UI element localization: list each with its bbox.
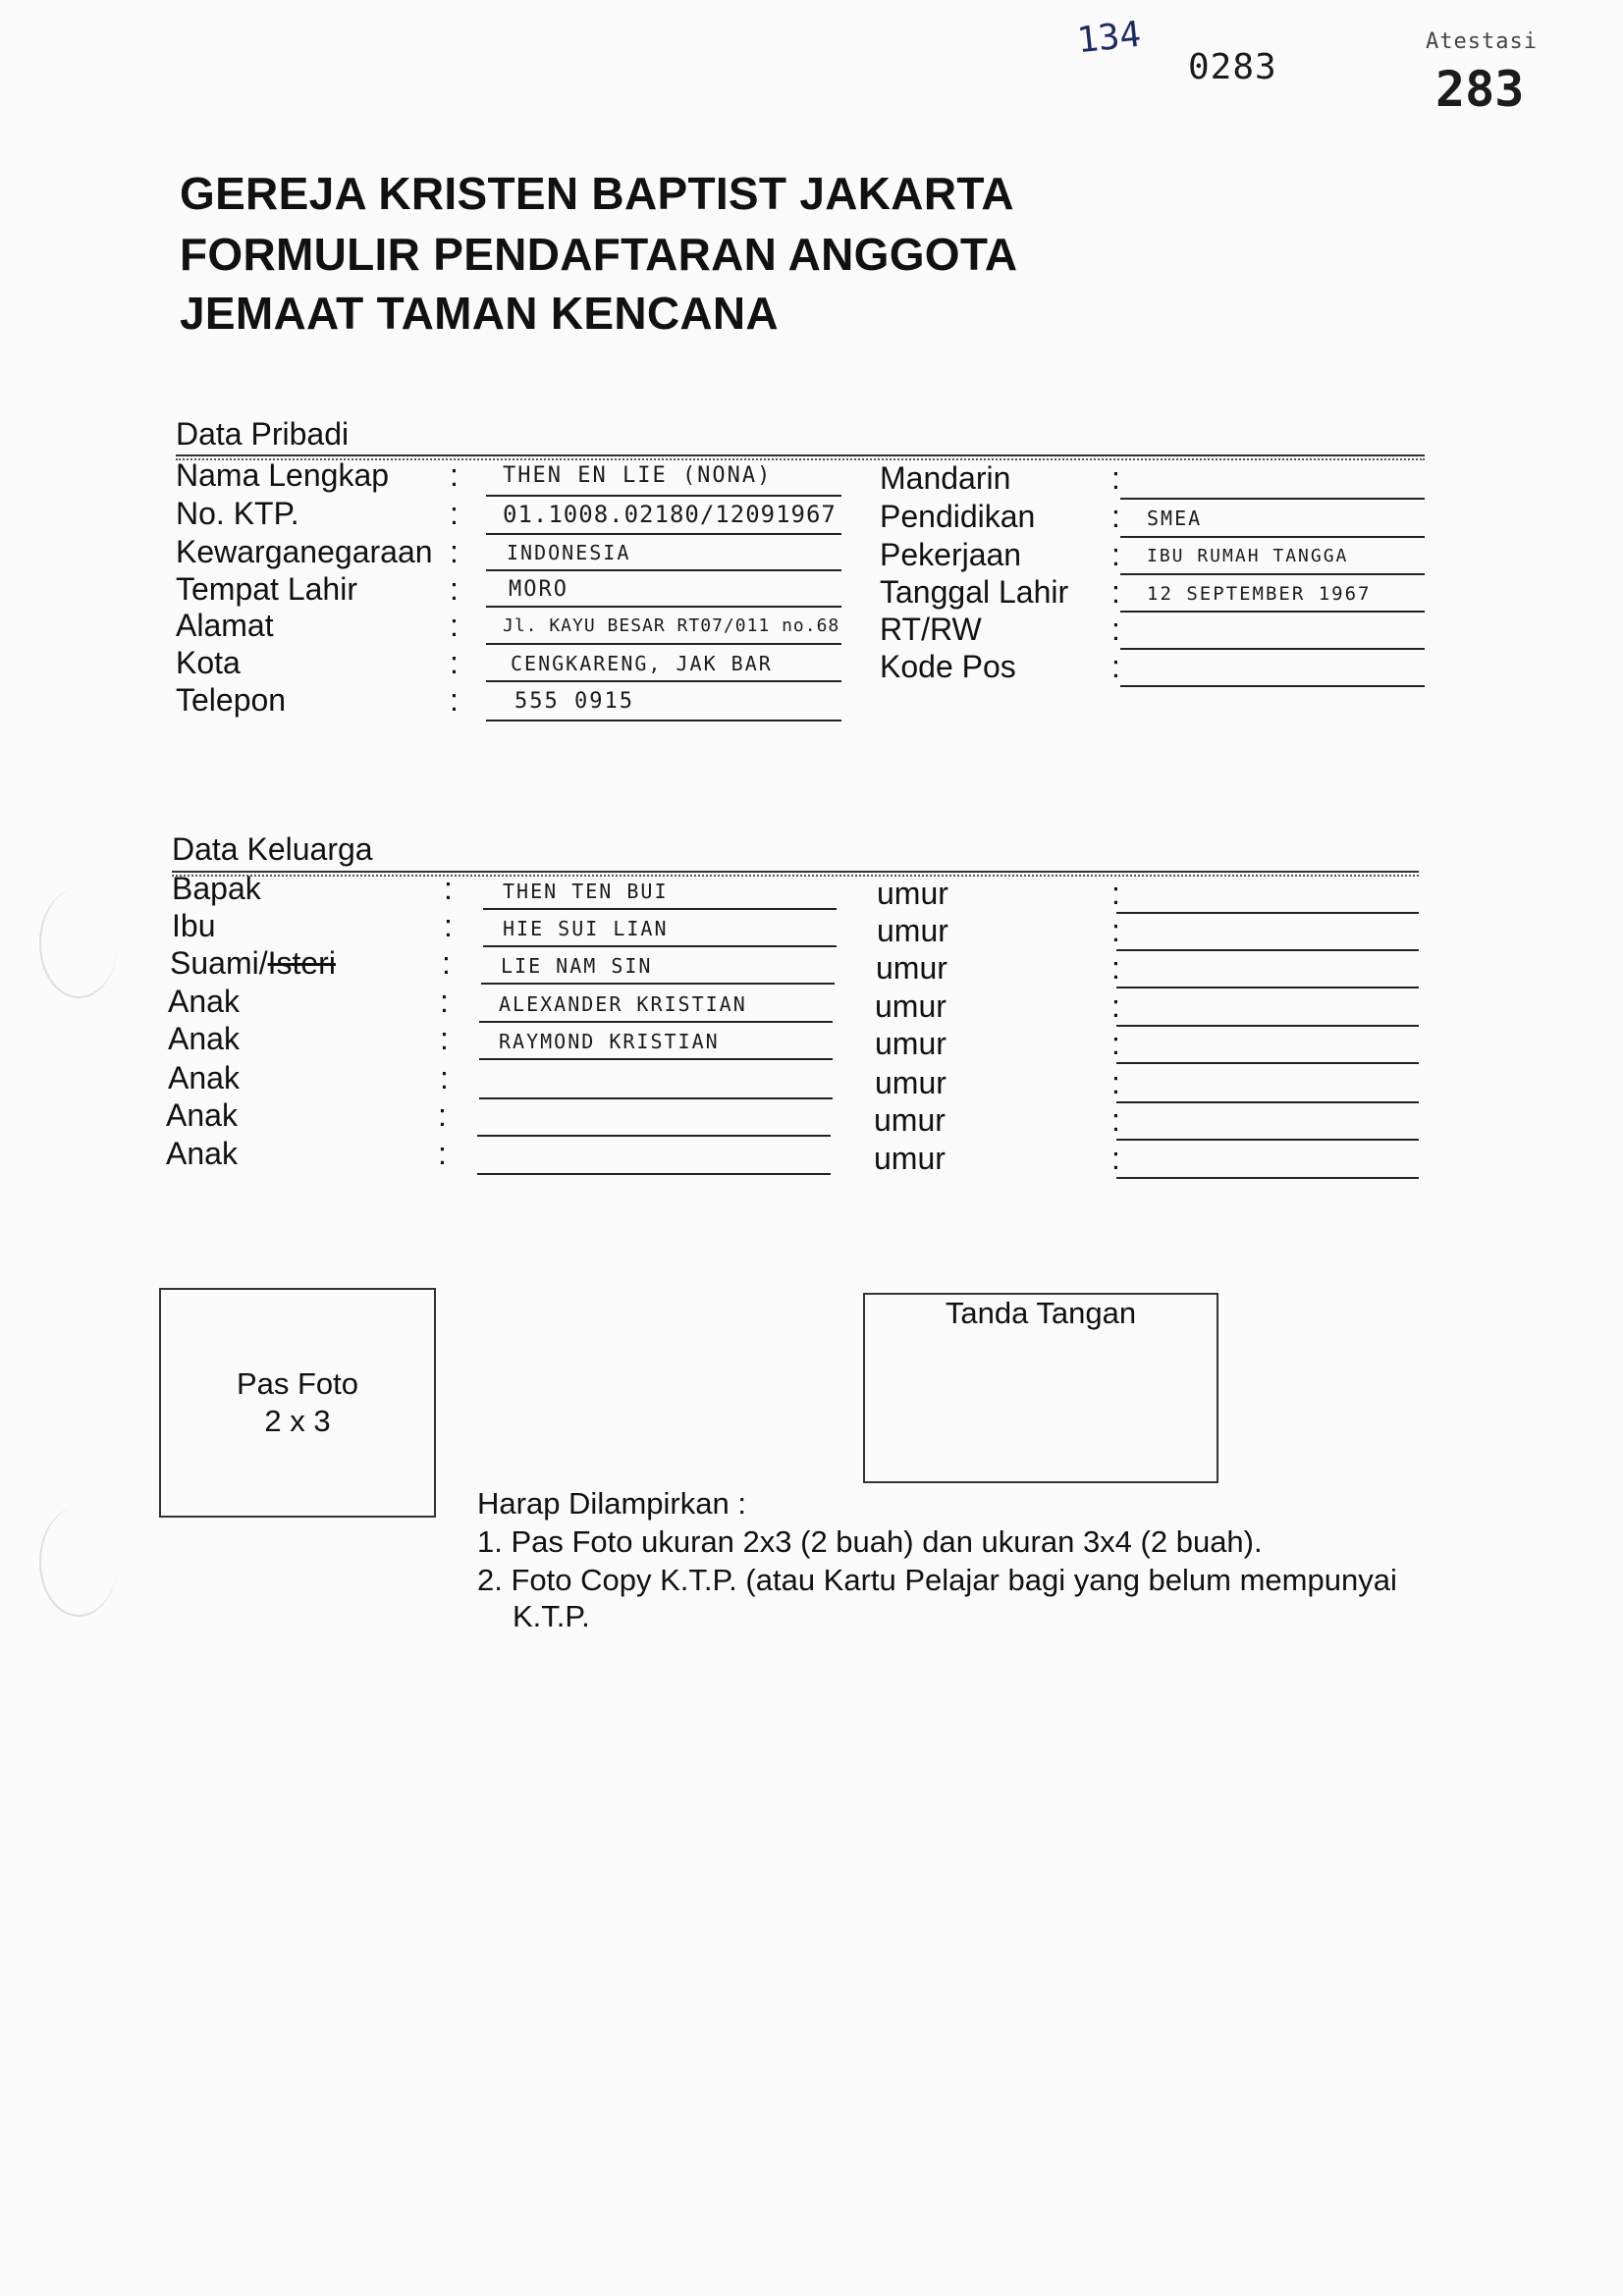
- value-birthplace[interactable]: MORO: [509, 577, 568, 602]
- signature-box-label: Tanda Tangan: [945, 1296, 1137, 1330]
- family-age-line: [1116, 1177, 1419, 1179]
- colon: :: [450, 608, 459, 643]
- label-ktp: No. KTP.: [176, 496, 299, 531]
- family-label-7: [166, 1136, 238, 1172]
- colon: :: [438, 1097, 447, 1133]
- value-birthdate[interactable]: 12 SEPTEMBER 1967: [1147, 583, 1372, 605]
- value-education[interactable]: SMEA: [1147, 507, 1203, 530]
- family-field-line: [477, 1135, 831, 1137]
- family-label-text: Anak: [168, 1021, 240, 1056]
- colon: :: [440, 1021, 449, 1056]
- family-age-line: [1116, 1062, 1419, 1064]
- value-occupation[interactable]: IBU RUMAH TANGGA: [1147, 546, 1349, 566]
- label-address: Alamat: [176, 608, 274, 643]
- colon: :: [1111, 574, 1120, 610]
- family-age-label: umur: [875, 988, 947, 1024]
- family-field-line: [479, 1097, 833, 1099]
- colon: :: [1111, 876, 1120, 911]
- attachments-item-2: 2. Foto Copy K.T.P. (atau Kartu Pelajar bagi yang belum mempunyai: [477, 1563, 1397, 1597]
- colon: :: [1111, 537, 1120, 572]
- colon: :: [1111, 1026, 1120, 1061]
- field-line-address: [486, 643, 841, 645]
- family-age-label: umur: [875, 1026, 947, 1061]
- family-label-text: Bapak: [172, 871, 261, 906]
- field-line-phone: [486, 720, 841, 721]
- photo-box-size: 2 x 3: [264, 1404, 331, 1438]
- family-age-line: [1116, 1101, 1419, 1103]
- family-value-4[interactable]: RAYMOND KRISTIAN: [499, 1030, 720, 1053]
- colon: :: [1111, 460, 1120, 496]
- label-postal-code: Kode Pos: [880, 649, 1016, 684]
- punch-hole-mark: [39, 1507, 118, 1617]
- signature-box[interactable]: [863, 1293, 1218, 1483]
- label-full-name: Nama Lengkap: [176, 457, 390, 493]
- colon: :: [1111, 913, 1120, 948]
- colon: :: [442, 945, 451, 981]
- page-number-b: 0283: [1188, 47, 1277, 87]
- field-line-birthdate: [1120, 611, 1425, 613]
- value-city[interactable]: CENGKARENG, JAK BAR: [511, 652, 773, 675]
- colon: :: [1111, 988, 1120, 1024]
- label-mandarin: Mandarin: [880, 460, 1011, 496]
- family-label-0: [172, 871, 261, 907]
- form-title-line3: JEMAAT TAMAN KENCANA: [180, 288, 779, 339]
- field-line-postal-code: [1120, 685, 1425, 687]
- family-label-text: Anak: [168, 984, 240, 1019]
- page-number-a: 134: [1075, 14, 1143, 62]
- family-field-line: [483, 908, 837, 910]
- family-label-4: [168, 1021, 240, 1057]
- family-label-text: Anak: [166, 1136, 238, 1171]
- family-label-1: [172, 908, 215, 944]
- section-title-family: Data Keluarga: [172, 831, 373, 867]
- family-field-line: [477, 1173, 831, 1175]
- attachments-item-2-cont: K.T.P.: [513, 1599, 590, 1633]
- photo-box: [159, 1288, 436, 1518]
- colon: :: [440, 984, 449, 1019]
- photo-box-label: Pas Foto: [236, 1366, 359, 1401]
- family-age-label: umur: [877, 876, 948, 911]
- attachments-item-1: 1. Pas Foto ukuran 2x3 (2 buah) dan ukuran 3x4 (2 buah).: [477, 1524, 1263, 1559]
- family-age-line: [1116, 1139, 1419, 1141]
- value-citizenship[interactable]: INDONESIA: [507, 541, 631, 564]
- section-rule-family: [172, 871, 1419, 877]
- punch-hole-mark: [39, 888, 118, 998]
- value-address[interactable]: Jl. KAYU BESAR RT07/011 no.68: [503, 615, 840, 636]
- family-label-3: [168, 984, 240, 1020]
- colon: :: [1111, 649, 1120, 684]
- family-field-line: [483, 945, 837, 947]
- label-education: Pendidikan: [880, 499, 1036, 534]
- field-line-city: [486, 680, 841, 682]
- field-line-birthplace: [486, 606, 841, 608]
- field-line-occupation: [1120, 573, 1425, 575]
- colon: :: [1111, 612, 1120, 647]
- stamp-number: 283: [1435, 61, 1525, 118]
- family-label-2: [170, 945, 336, 982]
- colon: :: [450, 682, 459, 718]
- colon: :: [450, 496, 459, 531]
- label-birthdate: Tanggal Lahir: [880, 574, 1069, 610]
- family-age-line: [1116, 987, 1419, 988]
- label-phone: Telepon: [176, 682, 287, 718]
- family-label-text: Anak: [168, 1060, 240, 1095]
- colon: :: [1111, 950, 1120, 986]
- field-line-citizenship: [486, 569, 841, 571]
- field-line-rtrw: [1120, 648, 1425, 650]
- family-age-label: umur: [877, 913, 948, 948]
- form-title-line1: GEREJA KRISTEN BAPTIST JAKARTA: [180, 168, 1014, 219]
- stamp-label: Atestasi: [1426, 29, 1538, 54]
- family-label-5: [168, 1060, 240, 1096]
- family-field-line: [479, 1058, 833, 1060]
- label-birthplace: Tempat Lahir: [176, 571, 357, 607]
- family-label-6: [166, 1097, 238, 1134]
- colon: :: [1111, 1102, 1120, 1138]
- family-age-label: umur: [875, 1065, 947, 1100]
- form-title-line2: FORMULIR PENDAFTARAN ANGGOTA: [180, 229, 1018, 280]
- family-value-1[interactable]: HIE SUI LIAN: [503, 917, 669, 940]
- field-line-ktp: [486, 533, 841, 535]
- colon: :: [1111, 499, 1120, 534]
- family-label-text: Anak: [166, 1097, 238, 1133]
- colon: :: [450, 534, 459, 569]
- value-full-name[interactable]: THEN EN LIE (NONA): [503, 463, 773, 488]
- colon: :: [1111, 1065, 1120, 1100]
- family-field-line: [479, 1021, 833, 1023]
- family-field-line: [481, 983, 835, 985]
- colon: :: [444, 871, 453, 906]
- attachments-heading: Harap Dilampirkan :: [477, 1486, 746, 1521]
- family-value-2[interactable]: LIE NAM SIN: [501, 954, 653, 978]
- colon: :: [450, 645, 459, 680]
- colon: :: [1111, 1141, 1120, 1176]
- family-age-line: [1116, 1025, 1419, 1027]
- label-rtrw: RT/RW: [880, 612, 982, 647]
- colon: :: [450, 457, 459, 493]
- value-ktp[interactable]: 01.1008.02180/12091967: [503, 501, 837, 528]
- family-value-0[interactable]: THEN TEN BUI: [503, 880, 669, 903]
- family-age-label: umur: [876, 950, 947, 986]
- label-city: Kota: [176, 645, 241, 680]
- field-line-mandarin: [1120, 498, 1425, 500]
- family-label-struck: Isteri: [267, 945, 336, 981]
- family-age-line: [1116, 949, 1419, 951]
- family-label-text: Suami/: [170, 945, 268, 981]
- colon: :: [444, 908, 453, 943]
- label-occupation: Pekerjaan: [880, 537, 1022, 572]
- colon: :: [450, 571, 459, 607]
- field-line-full-name: [486, 495, 841, 497]
- field-line-education: [1120, 536, 1425, 538]
- family-label-text: Ibu: [172, 908, 216, 943]
- family-value-3[interactable]: ALEXANDER KRISTIAN: [499, 992, 747, 1016]
- family-age-label: umur: [874, 1102, 946, 1138]
- label-citizenship: Kewarganegaraan: [176, 534, 433, 569]
- colon: :: [440, 1060, 449, 1095]
- colon: :: [438, 1136, 447, 1171]
- family-age-line: [1116, 912, 1419, 914]
- value-phone[interactable]: 555 0915: [514, 689, 634, 714]
- section-title-personal: Data Pribadi: [176, 416, 350, 452]
- family-age-label: umur: [874, 1141, 946, 1176]
